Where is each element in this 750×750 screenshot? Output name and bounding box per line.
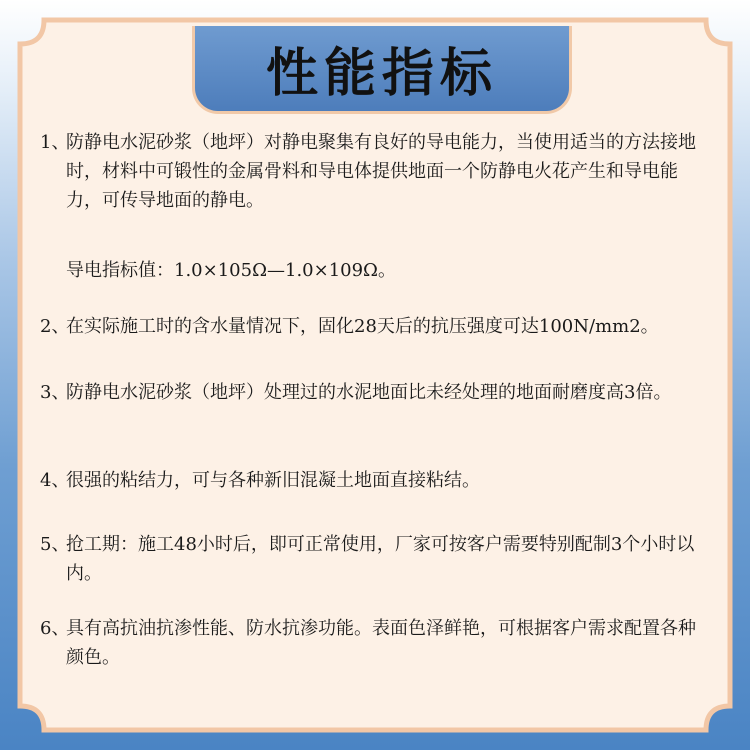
spec-item-text: 抢工期：施工48小时后，即可正常使用，厂家可按客户需要特别配制3个小时以内。: [66, 534, 695, 584]
spec-item-1: [40, 128, 712, 215]
spec-item-text: 很强的粘结力，可与各种新旧混凝土地面直接粘结。: [66, 470, 480, 491]
spec-list: [40, 128, 712, 668]
title-banner: [192, 26, 572, 114]
spec-item-number: 3、: [40, 382, 70, 403]
spec-item-2: [40, 312, 712, 341]
spec-item-text: 在实际施工时的含水量情况下，固化28天后的抗压强度可达100N/mm2。: [66, 316, 659, 337]
spec-item-3: [40, 378, 712, 407]
spec-conductivity-text: 导电指标值：1.0×105Ω—1.0×109Ω。: [66, 260, 396, 281]
spec-item-4: [40, 466, 712, 495]
spec-item-5: [40, 530, 712, 588]
spec-conductivity-value: [40, 256, 396, 285]
spec-item-text: 防静电水泥砂浆（地坪）处理过的水泥地面比未经处理的地面耐磨度高3倍。: [66, 382, 672, 403]
spec-item-number: 6、: [40, 618, 70, 639]
spec-item-number: 4、: [40, 470, 70, 491]
spec-item-text: 防静电水泥砂浆（地坪）对静电聚集有良好的导电能力，当使用适当的方法接地时，材料中可锻性的金属骨料和导电体提供地面一个防静电火花产生和导电能力，可传导地面的静电。: [66, 132, 696, 211]
spec-item-number: 1、: [40, 132, 70, 153]
spec-item-text: 具有高抗油抗渗性能、防水抗渗功能。表面色泽鲜艳，可根据客户需求配置各种颜色。: [66, 618, 696, 668]
page-title: 性能指标: [265, 44, 498, 104]
spec-item-number: 2、: [40, 316, 70, 337]
spec-item-number: 5、: [40, 534, 70, 555]
spec-item-6: [40, 614, 712, 672]
